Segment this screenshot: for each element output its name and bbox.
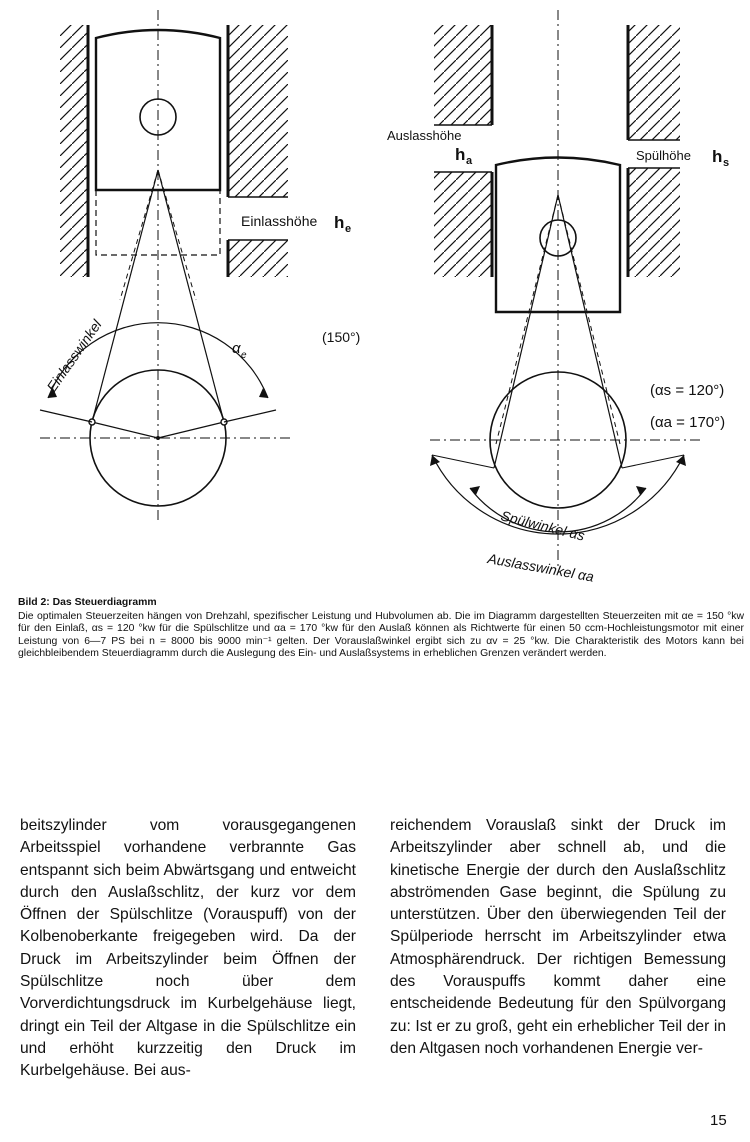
right-wall-hatch-right-top [628, 25, 680, 140]
angle-150-label: (150°) [322, 329, 361, 345]
einlasshoehe-label: Einlasshöhe [241, 213, 318, 229]
left-wall-hatch-right-top [228, 25, 288, 197]
body-column-left: beitszylinder vom vorausgegangenen Arbeitsspiel vorhandene verbrannte Gas entspannt sich beim Abwärtsgang und entweicht durch den Auslaßschlitz, der kurz vor dem Öffnen der Spülschlitze (Vorauspuff) von der Kolbenoberkante freigegeben wird. Da der Druck im Arbeitszylinder beim Öffnen der Spülschlitze noch über dem Vorverdichtungsdruck im Kurbelgehäuse liegt, dringt ein Teil der Altgase in die Spülschlitze ein und erhöht kurzzeitig den Druck im Kurbelgehäuse. Bei aus- [20, 817, 356, 1080]
left-wall-hatch-right-bottom [228, 240, 288, 277]
he-subscript: e [345, 223, 352, 235]
caption-text: Die optimalen Steuerzeiten hängen von Drehzahl, spezifischer Leistung und Hubvolumen ab. Die im Diagramm dargestellten Steuerzeiten mit αe = 150 °kw für den Einlaß, αs = 120 °kw für die Spülschlitze und αa = 170 °kw für den Auslaß können als Richtwerte für einen 50 ccm-Hochleistungsmotor mit einer Leistung von 6—7 PS bei n = 8000 bis 9000 min⁻¹ gelten. Der Vorauslaßwinkel ergibt sich zu αv = 25 °kw. Die Charakteristik des Motors kann bei gleichbleibendem Steuerdiagramm durch die Auslegung des Ein- und Auslaßsystems in erheblichen Grenzen verändert werden. [18, 610, 744, 660]
body-column-right: reichendem Vorauslaß sinkt der Druck im Arbeitszylinder aber schnell ab, und die kinetische Energie der durch den Auslaßschlitz abströmenden Gase beginnt, die Spülung zu unterstützen. Über den überwiegenden Teil der Spülperiode herrscht im Arbeitszylinder etwa Atmosphärendruck. Der richtigen Bemessung des Vorauspuffs kommt daher eine entscheidende Bedeutung für den Spülvorgang zu: Ist er zu groß, geht ein erheblicher Teil der in den Altgasen noch vorhandenen Energie ver- [390, 817, 726, 1057]
ha-label: h [455, 145, 466, 164]
right-wall-hatch-left-bottom [434, 172, 492, 277]
spuelhoehe-label: Spülhöhe [636, 148, 691, 163]
spuelwinkel-label: Spülwinkel αs [499, 507, 587, 544]
page-number: 15 [710, 1112, 727, 1129]
left-cylinder-diagram [40, 10, 360, 520]
alpha-e-subscript: e [241, 350, 247, 361]
caption-title: Bild 2: Das Steuerdiagramm [18, 597, 157, 608]
right-cylinder-diagram [387, 10, 729, 585]
right-wall-hatch-left-top [434, 25, 492, 125]
left-wall-hatch-left [60, 25, 88, 277]
alpha-e-label: α [232, 340, 241, 357]
auslasswinkel-label: Auslasswinkel αa [486, 550, 596, 585]
auslasshoehe-label: Auslasshöhe [387, 128, 462, 143]
right-wall-hatch-right-bottom [628, 168, 680, 277]
alpha-a-value-label: (αa = 170°) [650, 414, 726, 431]
ha-subscript: a [466, 155, 473, 167]
figure-caption [18, 597, 744, 661]
hs-subscript: s [723, 157, 730, 169]
he-label: h [334, 213, 345, 232]
hs-label: h [712, 147, 723, 166]
alpha-s-value-label: (αs = 120°) [650, 382, 725, 399]
einlasswinkel-label: Einlasswinkel [43, 316, 105, 395]
